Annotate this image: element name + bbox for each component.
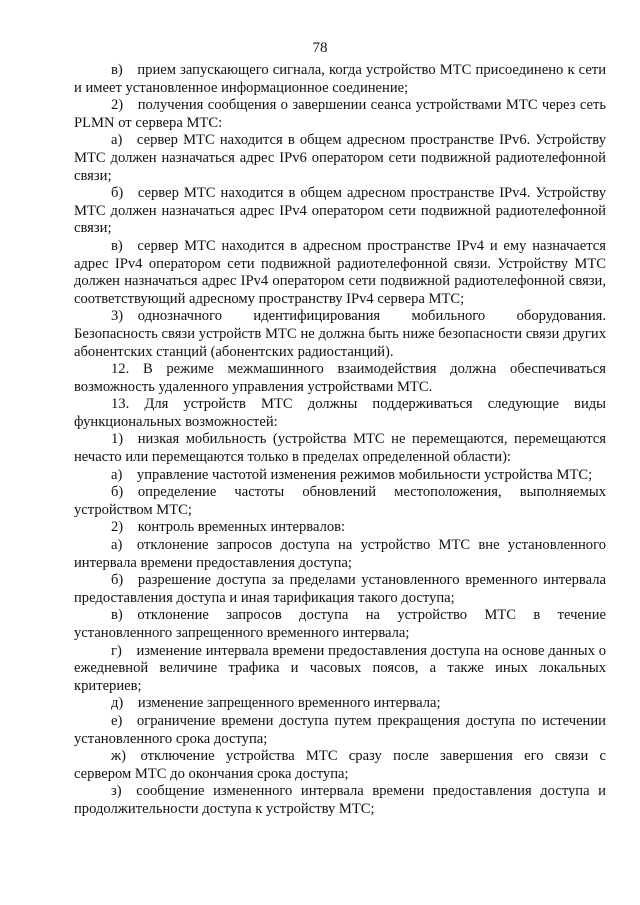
paragraph-item-e-limit-time: е) ограничение времени доступа путем прекращения доступа по истечении установленного срока доступа; [74, 712, 606, 747]
paragraph-item-v-reject-forbidden: в) отклонение запросов доступа на устройство МТС в течение установленного запрещенного временного интервала; [74, 607, 606, 641]
paragraph-item-z-notify-interval: з) сообщение измененного интервала времени предоставления доступа и продолжительности доступа к устройству МТС; [74, 783, 606, 817]
document-body [74, 62, 606, 819]
paragraph-item-g-change-interval: г) изменение интервала времени предоставления доступа на основе данных о ежедневной величине трафика и часовых поясов, а также иных локальных критериев; [74, 642, 606, 694]
paragraph-item-b-ipv4: б) сервер МТС находится в общем адресном пространстве IPv4. Устройству МТС должен назначаться адрес IPv4 оператором сети подвижной радиотелефонной связи; [74, 185, 606, 237]
paragraph-item-v-trigger-signal: в) прием запускающего сигнала, когда устройство МТС присоединено к сети и имеет установленное информационное соединение; [74, 62, 606, 96]
page-number: 78 [312, 40, 328, 56]
paragraph-item-3-identification: 3) однозначного идентифицирования мобильного оборудования. Безопасность связи устройств МТС не должна быть ниже безопасности связи других абонентских станций (абонентских радиостанций). [74, 308, 606, 360]
paragraph-item-1-low-mobility: 1) низкая мобильность (устройства МТС не перемещаются, перемещаются нечасто или перемещаются только в пределах определенной области): [74, 431, 606, 466]
paragraph-item-2-session-end: 2) получения сообщения о завершении сеанса устройствами МТС через сеть PLMN от сервера МТС: [74, 97, 606, 131]
paragraph-item-v-ipv4-space: в) сервер МТС находится в адресном пространстве IPv4 и ему назначается адрес IPv4 оператором сети подвижной радиотелефонной связи. Устройству МТС должен назначаться адрес IPv4 оператором сети подвижной радиотелефонной связи, соответствующий адресному пространству IPv4 сервера МТС; [74, 237, 606, 307]
paragraph-item-2-time-control: 2) контроль временных интервалов: [111, 519, 346, 536]
paragraph-item-b-location-updates: б) определение частоты обновлений местоположения, выполняемых устройством МТС; [74, 484, 606, 518]
paragraph-item-a-mobility-frequency: а) управление частотой изменения режимов мобильности устройства МТС; [111, 466, 593, 483]
paragraph-item-d-change-forbidden: д) изменение запрещенного временного интервала; [111, 695, 441, 712]
paragraph-item-a-ipv6: а) сервер МТС находится в общем адресном пространстве IPv6. Устройству МТС должен назначаться адрес IPv6 оператором сети подвижной радиотелефонной связи; [74, 132, 606, 184]
paragraph-item-zh-disconnect: ж) отключение устройства МТС сразу после завершения его связи с сервером МТС до окончания срока доступа; [74, 748, 606, 782]
paragraph-item-b-allow-outside: б) разрешение доступа за пределами установленного временного интервала предоставления доступа и иная тарификация такого доступа; [74, 572, 606, 606]
paragraph-clause-12: 12. В режиме межмашинного взаимодействия должна обеспечиваться возможность удаленного управления устройствами МТС. [74, 361, 606, 395]
paragraph-clause-13: 13. Для устройств МТС должны поддерживаться следующие виды функциональных возможностей: [74, 396, 606, 430]
paragraph-item-a-reject-outside: а) отклонение запросов доступа на устройство МТС вне установленного интервала времени предоставления доступа; [74, 537, 606, 571]
